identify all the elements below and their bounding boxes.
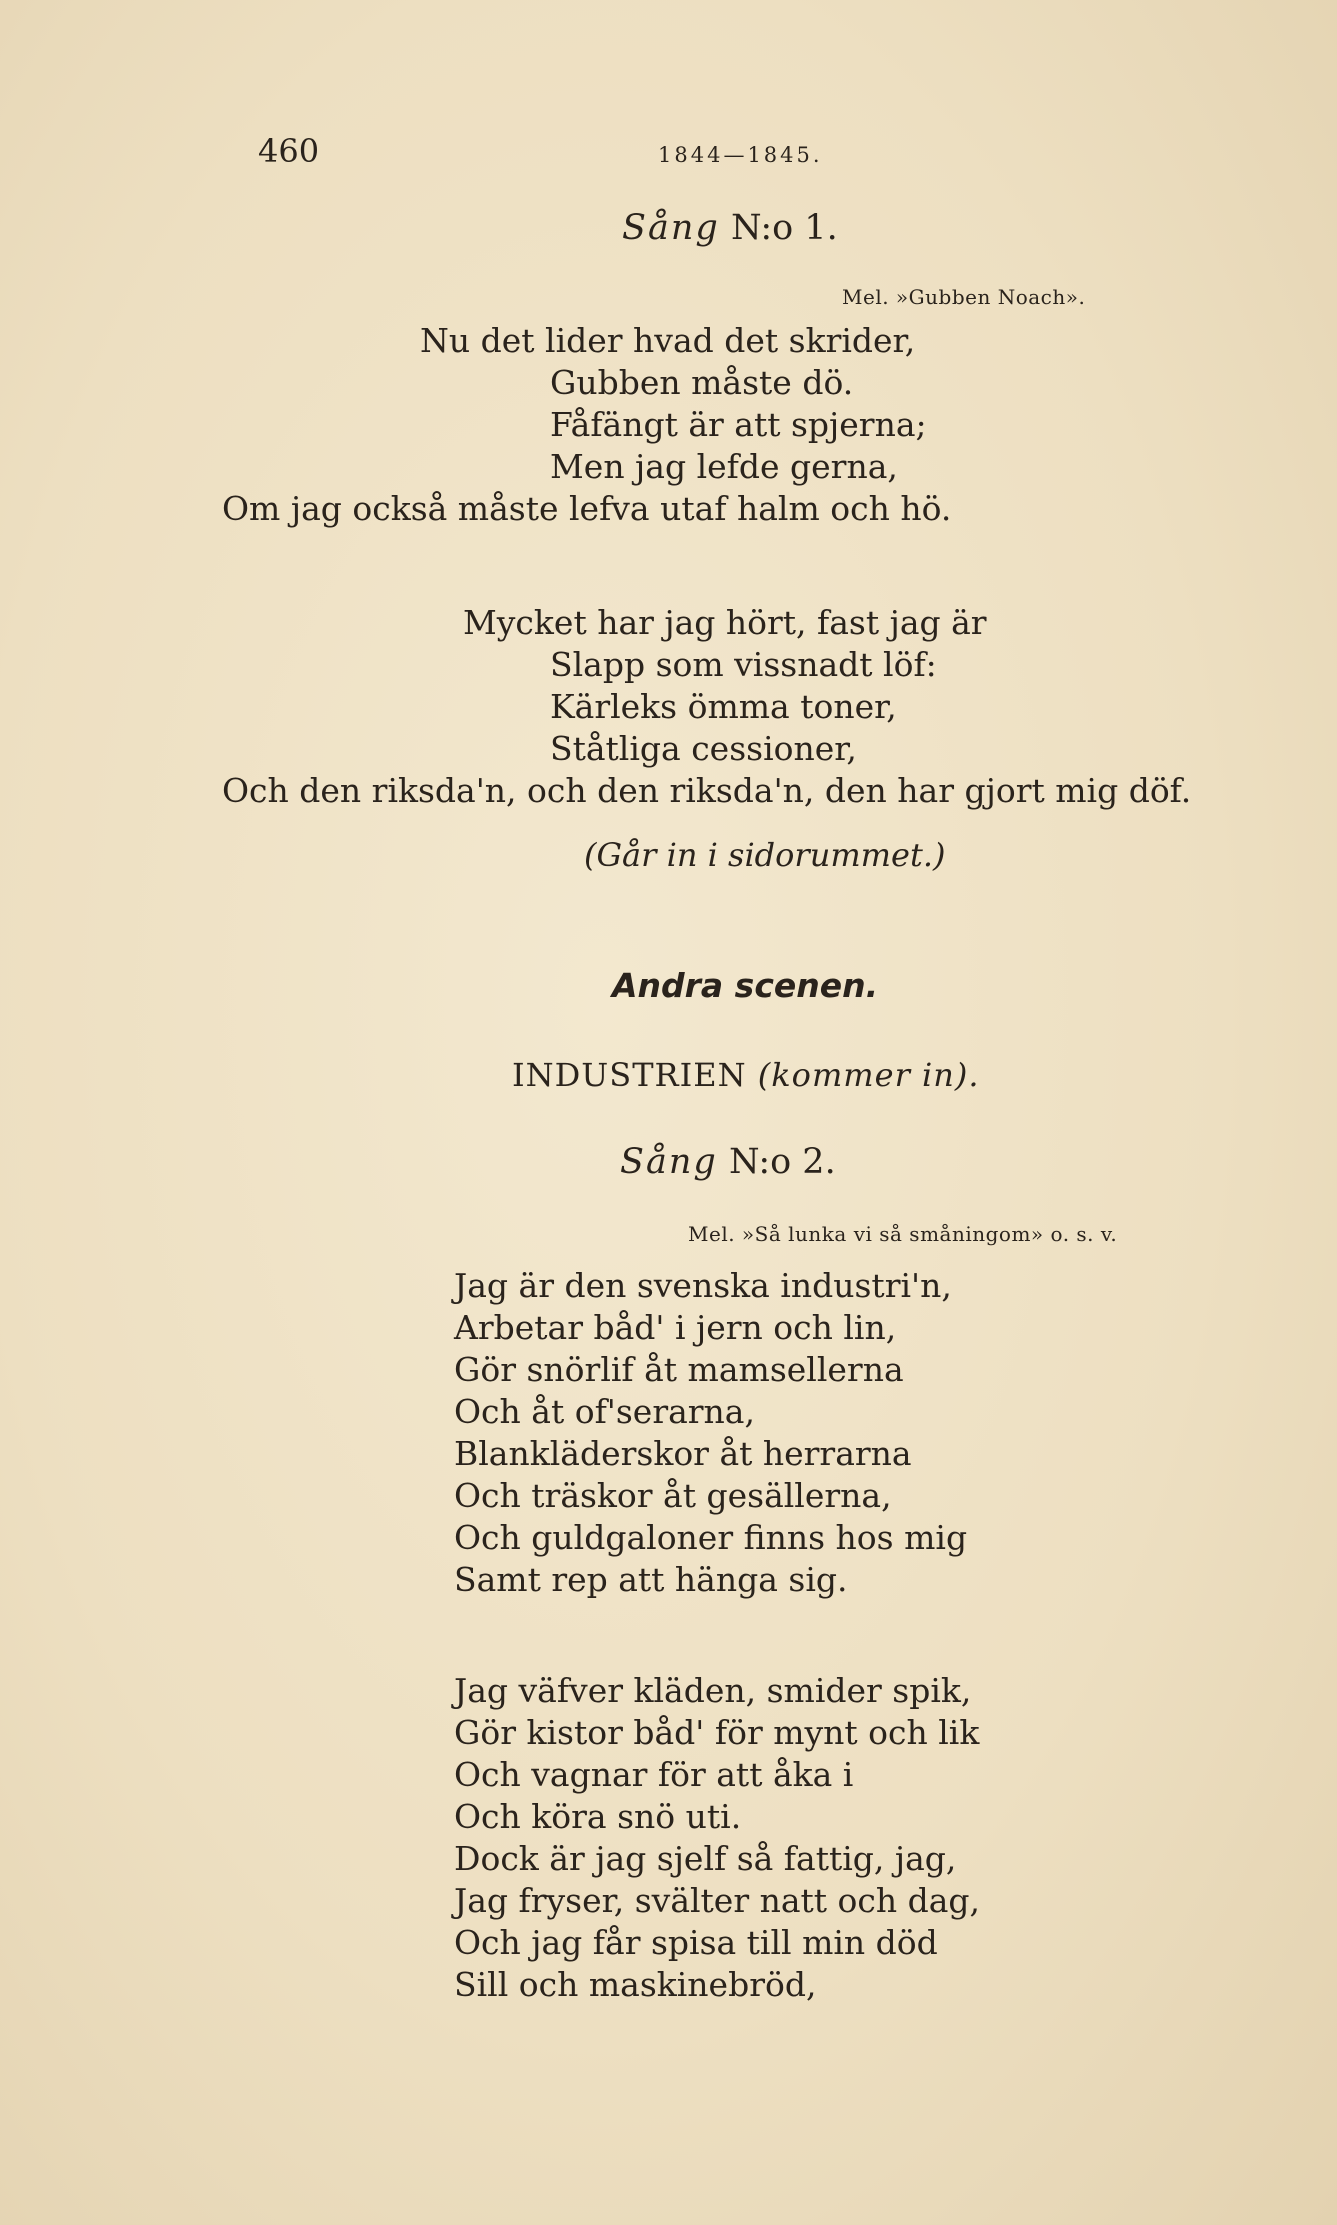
song2-v2-line: Och köra snö uti. bbox=[454, 1797, 742, 1836]
stage-direction: (Går in i sidorummet.) bbox=[584, 836, 946, 874]
song2-v1-line: Gör snörlif åt mamsellerna bbox=[454, 1350, 904, 1389]
running-header-years: 1844—1845. bbox=[658, 143, 823, 167]
song2-v2-line: Sill och maskinebröd, bbox=[454, 1965, 817, 2004]
song1-v2-line: Mycket har jag hört, fast jag är bbox=[463, 603, 987, 642]
scene-heading: Andra scenen. bbox=[612, 966, 879, 1005]
song1-v2-line: Ståtliga cessioner, bbox=[550, 729, 857, 768]
character-entry bbox=[512, 1056, 980, 1094]
song2-v2-line: Jag väfver kläden, smider spik, bbox=[454, 1671, 972, 1710]
song2-v1-line: Blankläderskor åt herrarna bbox=[454, 1434, 912, 1473]
song1-melody: Mel. »Gubben Noach». bbox=[842, 285, 1086, 309]
song2-v2-line: Gör kistor båd' för mynt och lik bbox=[454, 1713, 980, 1752]
song1-v1-line: Men jag lefde gerna, bbox=[550, 447, 898, 486]
song2-title bbox=[620, 1142, 836, 1182]
song1-v1-line: Nu det lider hvad det skrider, bbox=[420, 321, 916, 360]
page-number: 460 bbox=[258, 132, 320, 170]
song2-v2-line: Och vagnar för att åka i bbox=[454, 1755, 854, 1794]
song1-v2-line: Och den riksda'n, och den riksda'n, den har gjort mig döf. bbox=[222, 771, 1192, 810]
character-action: (kommer in). bbox=[757, 1056, 980, 1094]
song2-v2-line: Dock är jag sjelf så fattig, jag, bbox=[454, 1839, 957, 1878]
song1-v1-line: Fåfängt är att spjerna; bbox=[550, 405, 927, 444]
song1-v1-line: Om jag också måste lefva utaf halm och hö. bbox=[222, 489, 952, 528]
song1-v2-line: Kärleks ömma toner, bbox=[550, 687, 897, 726]
song2-v1-line: Och guldgaloner finns hos mig bbox=[454, 1518, 968, 1557]
song2-v1-line: Samt rep att hänga sig. bbox=[454, 1560, 848, 1599]
song2-melody: Mel. »Så lunka vi så småningom» o. s. v. bbox=[688, 1222, 1118, 1246]
song2-v1-line: Arbetar båd' i jern och lin, bbox=[454, 1308, 897, 1347]
song1-v2-line: Slapp som vissnadt löf: bbox=[550, 645, 937, 684]
song2-v2-line: Jag fryser, svälter natt och dag, bbox=[454, 1881, 981, 1920]
song2-title-word: Sång bbox=[620, 1142, 718, 1182]
character-name: INDUSTRIEN bbox=[512, 1056, 747, 1094]
song1-title-number: N:o 1. bbox=[730, 208, 838, 248]
song2-v1-line: Och åt of'serarna, bbox=[454, 1392, 755, 1431]
song1-v1-line: Gubben måste dö. bbox=[550, 363, 854, 402]
song2-v1-line: Jag är den svenska industri'n, bbox=[454, 1266, 952, 1305]
song1-title bbox=[622, 208, 838, 248]
song2-title-number: N:o 2. bbox=[728, 1142, 836, 1182]
song2-v1-line: Och träskor åt gesällerna, bbox=[454, 1476, 892, 1515]
song1-title-word: Sång bbox=[622, 208, 720, 248]
song2-v2-line: Och jag får spisa till min död bbox=[454, 1923, 938, 1962]
